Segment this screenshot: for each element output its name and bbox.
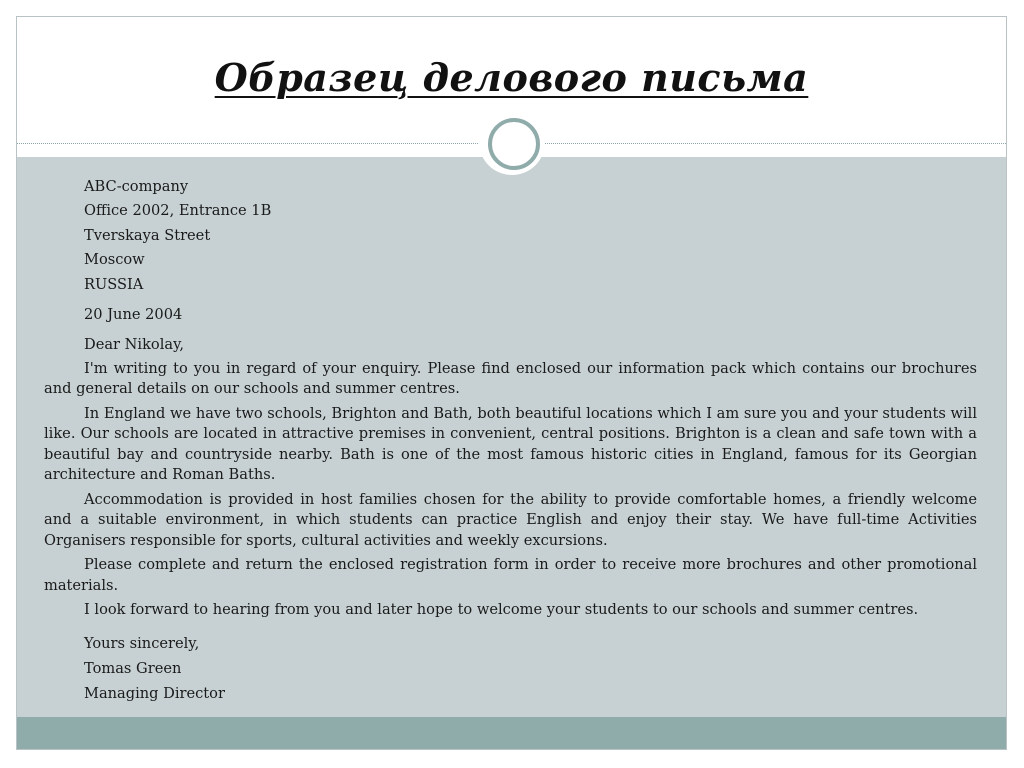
letter-paragraph: I look forward to hearing from you and later hope to welcome your students to our schools and summer centres. [84,601,919,619]
letter-paragraph: I'm writing to you in regard of your enquiry. Please find enclosed our information pack which contains our brochures and general details on our schools and summer centres. [44,359,977,398]
letter-body [44,177,977,709]
ornament-ring [488,118,540,170]
letter-paragraph: Accommodation is provided in host families chosen for the ability to provide comfortable homes, a friendly welcome and a suitable environment, in which students can practice English and enjoy their stay. We have full-time Activities Organisers responsible for sports, cultural activities and weekly excursions. [44,490,977,549]
circle-ornament-icon [479,109,545,175]
address-line: RUSSIA [84,275,144,293]
slide [16,16,1007,750]
letter-paragraph: In England we have two schools, Brighton and Bath, both beautiful locations which I am sure you and your students will like. Our schools are located in attractive premises in convenient, central positions. Brighton is a clean and safe town with a beautiful bay and countryside nearby. Bath is one of the most famous historic cities in England, famous for its Georgian architecture and Roman Baths. [44,404,977,484]
address-line: Moscow [84,251,145,269]
signer-name: Tomas Green [84,659,182,677]
slide-title: Образец делового письма [214,55,809,100]
address-line: Tverskaya Street [84,226,211,244]
address-line: Office 2002, Entrance 1B [84,202,272,220]
signer-title: Managing Director [84,684,225,702]
address-line: ABC-company [84,178,189,195]
letter-greeting: Dear Nikolay, [84,336,185,354]
letter-date: 20 June 2004 [84,305,183,323]
letter-paragraph: Please complete and return the enclosed registration form in order to receive more brochures and other promotional materials. [44,556,977,594]
footer-band [17,717,1006,750]
letter-closing [84,634,977,709]
closing-line: Yours sincerely, [84,634,200,652]
